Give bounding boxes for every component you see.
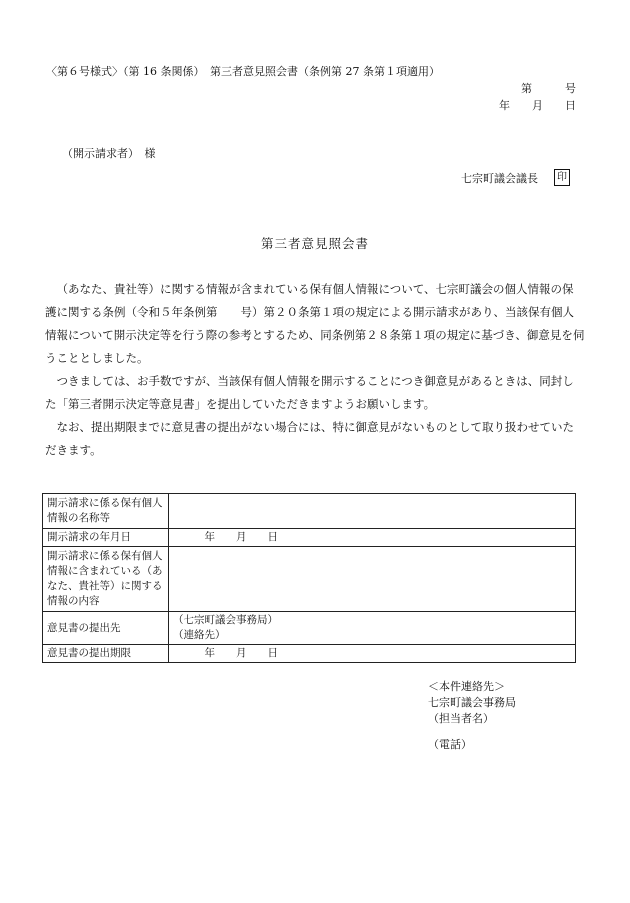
- contact-person: （担当者名）: [428, 712, 494, 725]
- contact-heading: ＜本件連絡先＞: [428, 680, 505, 693]
- addressee: （開示請求者） 様: [62, 147, 156, 160]
- body-paragraph-3: なお、提出期限までに意見書の提出がない場合には、特に御意見がないものとして取り扱わせていただきます。: [45, 420, 574, 457]
- sender-name: 七宗町議会議長: [461, 171, 538, 185]
- document-title: 第三者意見照会書: [260, 236, 369, 251]
- table-row: [43, 547, 576, 612]
- info-table: [42, 493, 576, 663]
- table-value: 年 月 日: [169, 529, 576, 547]
- table-label: 意見書の提出先: [43, 612, 169, 645]
- submission-contact: （連絡先）: [173, 629, 226, 641]
- table-row: [43, 612, 576, 645]
- seal-stamp: 印: [554, 169, 570, 186]
- contact-phone: （電話）: [428, 738, 472, 751]
- contact-office: 七宗町議会事務局: [428, 696, 516, 709]
- table-label: 開示請求に係る保有個人情報に含まれている（あなた、貴社等）に関する情報の内容: [43, 547, 169, 612]
- table-label: 開示請求に係る保有個人情報の名称等: [43, 494, 169, 529]
- table-label: 開示請求の年月日: [43, 529, 169, 547]
- body-text: [45, 278, 585, 462]
- body-paragraph-1: （あなた、貴社等）に関する情報が含まれている保有個人情報について、七宗町議会の個人情報の保護に関する条例（令和５年条例第 号）第２０条第１項の規定による開示請求があり、当該保有個人情報について開示決定等を行う際の参考とするため、同条例第２８条第１項の規定に基づき、御意見を伺うこととしました。: [45, 282, 585, 365]
- table-row: [43, 529, 576, 547]
- body-paragraph-2: つきましては、お手数ですが、当該保有個人情報を開示することにつき御意見があるときは、同封した「第三者開示決定等意見書」を提出していただきますようお願いします。: [45, 374, 574, 411]
- table-value: [169, 547, 576, 612]
- table-value: [169, 494, 576, 529]
- document-date: 年 月 日: [499, 99, 576, 112]
- table-label: 意見書の提出期限: [43, 645, 169, 663]
- table-value: [169, 612, 576, 645]
- table-value: 年 月 日: [169, 645, 576, 663]
- document-number: 第 号: [521, 82, 576, 95]
- contact-block: [428, 679, 516, 753]
- table-row: [43, 494, 576, 529]
- table-row: [43, 645, 576, 663]
- submission-office: （七宗町議会事務局）: [173, 614, 278, 626]
- sender-block: [461, 169, 570, 186]
- form-header-line: 〈第６号様式〉（第 16 条関係） 第三者意見照会書（条例第 27 条第１項適用）: [46, 65, 440, 78]
